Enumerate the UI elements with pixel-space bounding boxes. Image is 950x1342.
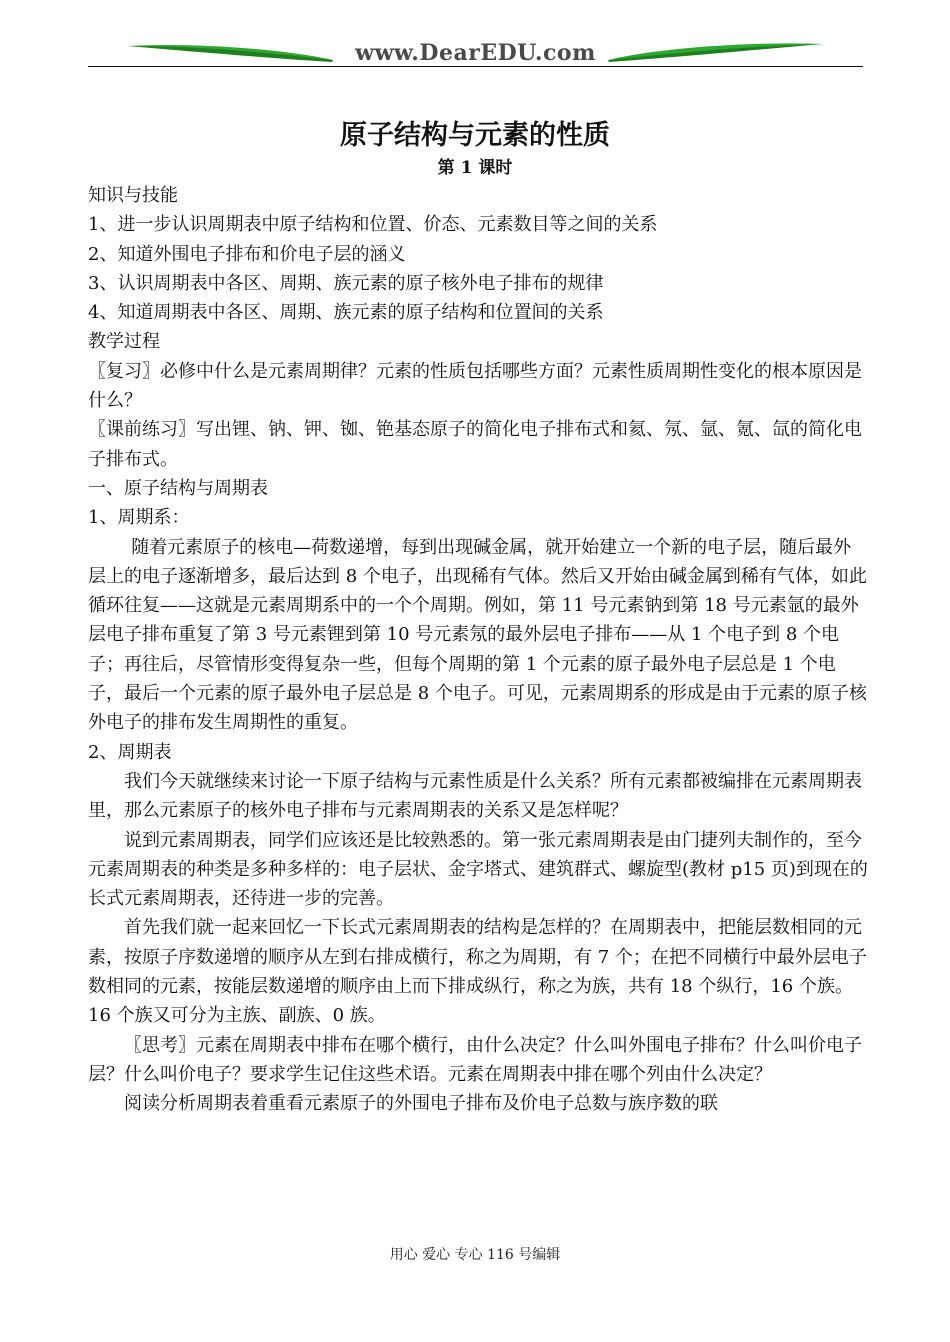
section-heading: 教学过程 (88, 331, 160, 353)
document-body (88, 181, 868, 1119)
document-subtitle: 第 1 课时 (437, 158, 513, 178)
body-paragraph: 随着元素原子的核电—荷数递增，每到出现碱金属，就开始建立一个新的电子层，随后最外层上的电子逐渐增多，最后达到 8 个电子，出现稀有气体。然后又开始由碱金属到稀有气体，如此循环往复——这就是元素周期系中的一个个周期。例如，第 11 号元素钠到第 18 号元素氩的最外层电子排布重复了第 3 号元素锂到第 10 号元素氖的最外层电子排布——从 1 个电子到 8 个电子；再往后，尽管情形变得复杂一些，但每个周期的第 1 个元素的原子最外电子层总是 1 个电子，最后一个元素的原子最外电子层总是 8 个电子。可见，元素周期系的形成是由于元素的原子核外电子的排布发生周期性的重复。 (88, 536, 867, 734)
objective-item: 3、认识周期表中各区、周期、族元素的原子核外电子排布的规律 (88, 272, 604, 294)
objective-item: 1、进一步认识周期表中原子结构和位置、价态、元素数目等之间的关系 (88, 214, 658, 236)
section-heading: 知识与技能 (88, 185, 178, 206)
think-paragraph: 〖思考〗元素在周期表中排布在哪个横行，由什么决定？什么叫外围电子排布？什么叫价电子层？什么叫价电子？要求学生记住这些术语。元素在周期表中排在哪个列由什么决定？ (88, 1034, 862, 1085)
body-paragraph: 阅读分析周期表着重看元素原子的外围电子排布及价电子总数与族序数的联 (124, 1093, 718, 1115)
page-footer: 用心 爱心 专心 116 号编辑 (389, 1247, 561, 1263)
practice-paragraph: 〖课前练习〗写出锂、钠、钾、铷、铯基态原子的简化电子排布式和氦、氖、氩、氪、氙的简化电子排布式。 (88, 419, 862, 470)
objective-item: 2、知道外围电子排布和价电子层的涵义 (88, 243, 406, 265)
section-heading: 一、原子结构与周期表 (88, 477, 268, 499)
body-paragraph: 说到元素周期表，同学们应该还是比较熟悉的。第一张元素周期表是由门捷列夫制作的，至今元素周期表的种类是多种多样的：电子层状、金字塔式、建筑群式、螺旋型(教材 p15 页)到现在的长式元素周期表，还待进一步的完善。 (88, 829, 868, 910)
objective-item: 4、知道周期表中各区、周期、族元素的原子结构和位置间的关系 (88, 302, 604, 324)
site-logo-text: www.DearEDU.com (355, 40, 596, 66)
subsection-heading: 2、周期表 (88, 741, 172, 763)
subsection-heading: 1、周期系： (88, 507, 190, 529)
review-paragraph: 〖复习〗必修中什么是元素周期律？元素的性质包括哪些方面？元素性质周期性变化的根本原因是什么？ (88, 360, 862, 412)
document-title: 原子结构与元素的性质 (340, 120, 610, 151)
body-paragraph: 我们今天就继续来讨论一下原子结构与元素性质是什么关系？所有元素都被编排在元素周期表里，那么元素原子的核外电子排布与元素周期表的关系又是怎样呢？ (88, 770, 862, 822)
body-paragraph: 首先我们就一起来回忆一下长式元素周期表的结构是怎样的？在周期表中，把能层数相同的元素，按原子序数递增的顺序从左到右排成横行，称之为周期，有 7 个；在把不同横行中最外层电子数相同的元素，按能层数递增的顺序由上而下排成纵行，称之为族，共有 18 个纵行，16 个族。16 个族又可分为主族、副族、0 族。 (88, 917, 867, 1027)
header-divider (88, 66, 863, 67)
